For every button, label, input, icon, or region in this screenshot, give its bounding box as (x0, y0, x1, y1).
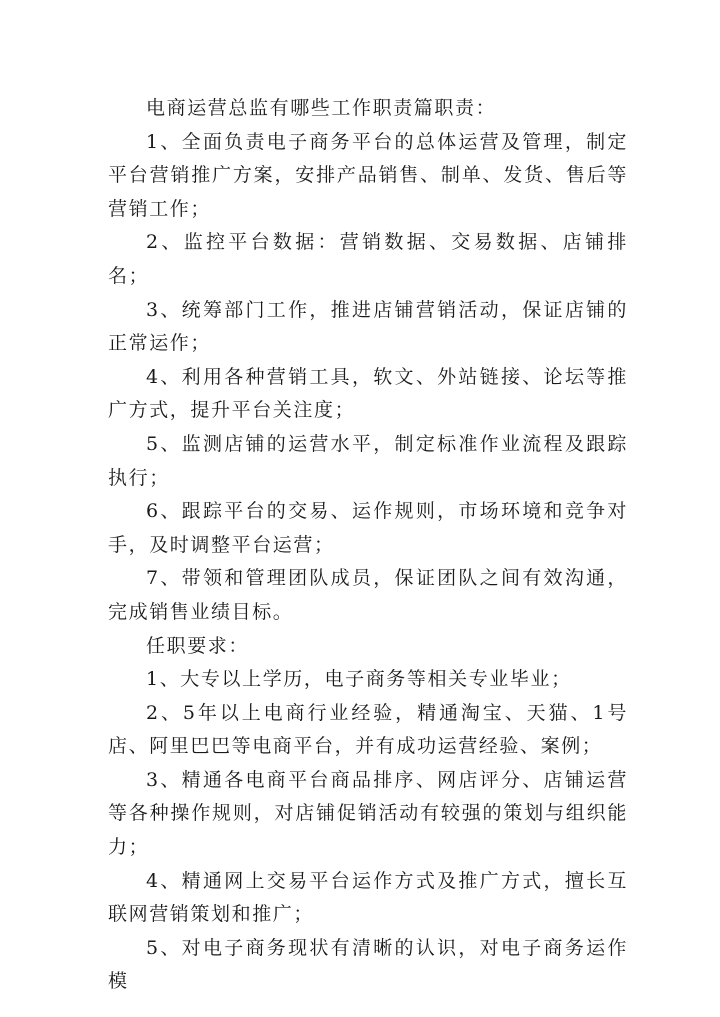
requirement-item-2: 2、5年以上电商行业经验，精通淘宝、天猫、1号店、阿里巴巴等电商平台，并有成功运营经验、案例； (108, 701, 628, 758)
duty-item-7: 7、带领和管理团队成员，保证团队之间有效沟通，完成销售业绩目标。 (108, 567, 628, 623)
duty-item-2: 2、监控平台数据：营销数据、交易数据、店铺排名； (108, 231, 628, 287)
requirement-item-5: 5、对电子商务现状有清晰的认识，对电子商务运作模 (108, 936, 628, 993)
section-heading-duties: 电商运营总监有哪些工作职责篇职责： (146, 97, 497, 119)
document-body (108, 92, 628, 999)
duty-item-5: 5、监测店铺的运营水平，制定标准作业流程及跟踪执行； (108, 432, 628, 489)
duty-item-6: 6、跟踪平台的交易、运作规则，市场环境和竞争对手，及时调整平台运营； (108, 500, 628, 556)
section-heading-requirements: 任职要求： (146, 634, 250, 657)
requirement-item-1: 1、大专以上学历，电子商务等相关专业毕业； (146, 668, 572, 691)
duty-item-3: 3、统筹部门工作，推进店铺营销活动，保证店铺的正常运作； (108, 298, 628, 355)
duty-item-4: 4、利用各种营销工具，软文、外站链接、论坛等推广方式，提升平台关注度； (108, 365, 628, 422)
requirement-item-4: 4、精通网上交易平台运作方式及推广方式，擅长互联网营销策划和推广； (108, 869, 628, 926)
duty-item-1: 1、全面负责电子商务平台的总体运营及管理，制定平台营销推广方案，安排产品销售、制单、发货、售后等营销工作； (108, 130, 628, 220)
requirement-item-3: 3、精通各电商平台商品排序、网店评分、店铺运营等各种操作规则，对店铺促销活动有较强的策划与组织能力； (108, 768, 628, 859)
